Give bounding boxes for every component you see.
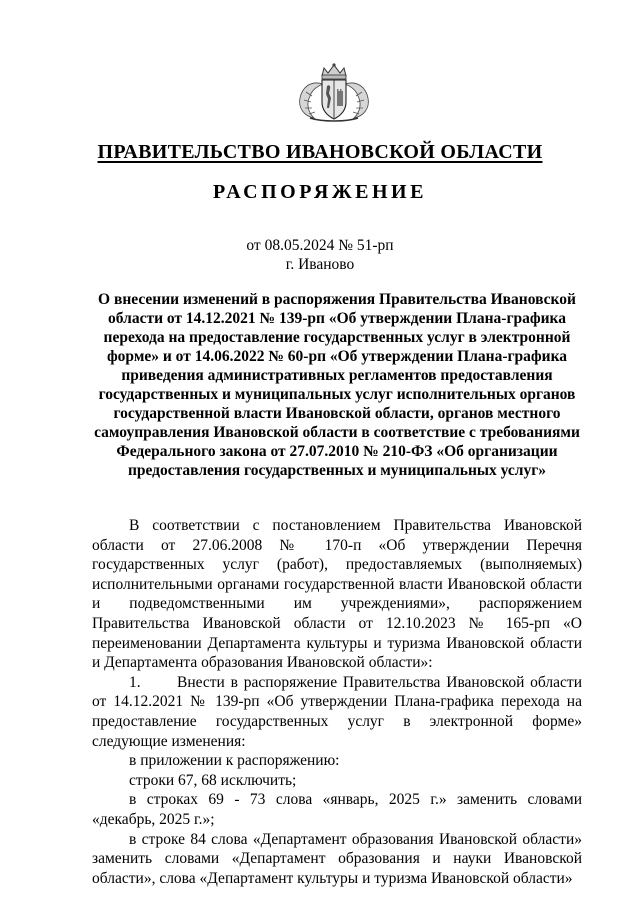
item-1-text: Внести в распоряжение Правительства Ивановской области от 14.12.2021 № 139-рп «Об утверждении Плана-графика перехода на предоставление государственных услуг в электронной форме» следующие изменения: [92,673,582,750]
document-type-heading: РАСПОРЯЖЕНИЕ [213,181,427,203]
document-city: г. Иваново [285,256,355,273]
document-date-number: от 08.05.2024 № 51-рп [246,237,394,254]
sub-item-appendix: в приложении к распоряжению: [129,752,340,770]
sub-item-row-84: в строке 84 слова «Департамент образования Ивановской области» заменить словами «Департамент образования и науки Ивановской области», слова «Департамент культуры и туризма Ивановской области» [92,830,582,887]
document-body [92,516,582,888]
sub-item-rows-69-73: в строках 69 - 73 слова «январь, 2025 г.» заменить словами «декабрь, 2025 г.»; [92,791,582,828]
date-and-place-block [0,236,640,274]
coat-of-arms-emblem [296,62,372,122]
item-1-paragraph [92,673,582,751]
sub-item-rows-excluded: строки 67, 68 исключить; [129,771,297,789]
document-title: О внесении изменений в распоряжения Правительства Ивановской области от 14.12.2021 № 139-рп «Об утверждении Плана-графика перехода на предоставление государственных услуг в электронной форме» и от 14.06.2022 № 60-рп «Об утверждении Плана-графика приведения административных регламентов предоставления государственных и муниципальных услуг исполнительных органов государственной власти Ивановской области, органов местного самоуправления Ивановской области в соответствие с требованиями Федерального закона от 27.07.2010 № 210-ФЗ «Об организации предоставления государственных и муниципальных услуг» [94,291,580,479]
government-heading: ПРАВИТЕЛЬСТВО ИВАНОВСКОЙ ОБЛАСТИ [97,141,543,163]
preamble-paragraph: В соответствии с постановлением Правительства Ивановской области от 27.06.2008 № 170-п «Об утверждении Перечня государственных услуг (работ), предоставляемых (выполняемых) исполнительными органами государственной власти Ивановской области и подведомственными им учреждениями», распоряжением Правительства Ивановской области от 12.10.2023 № 165-рп «О переименовании Департамента культуры и туризма Ивановской области и Департамента образования Ивановской области»: [92,517,582,672]
item-1-number: 1. [129,673,141,691]
